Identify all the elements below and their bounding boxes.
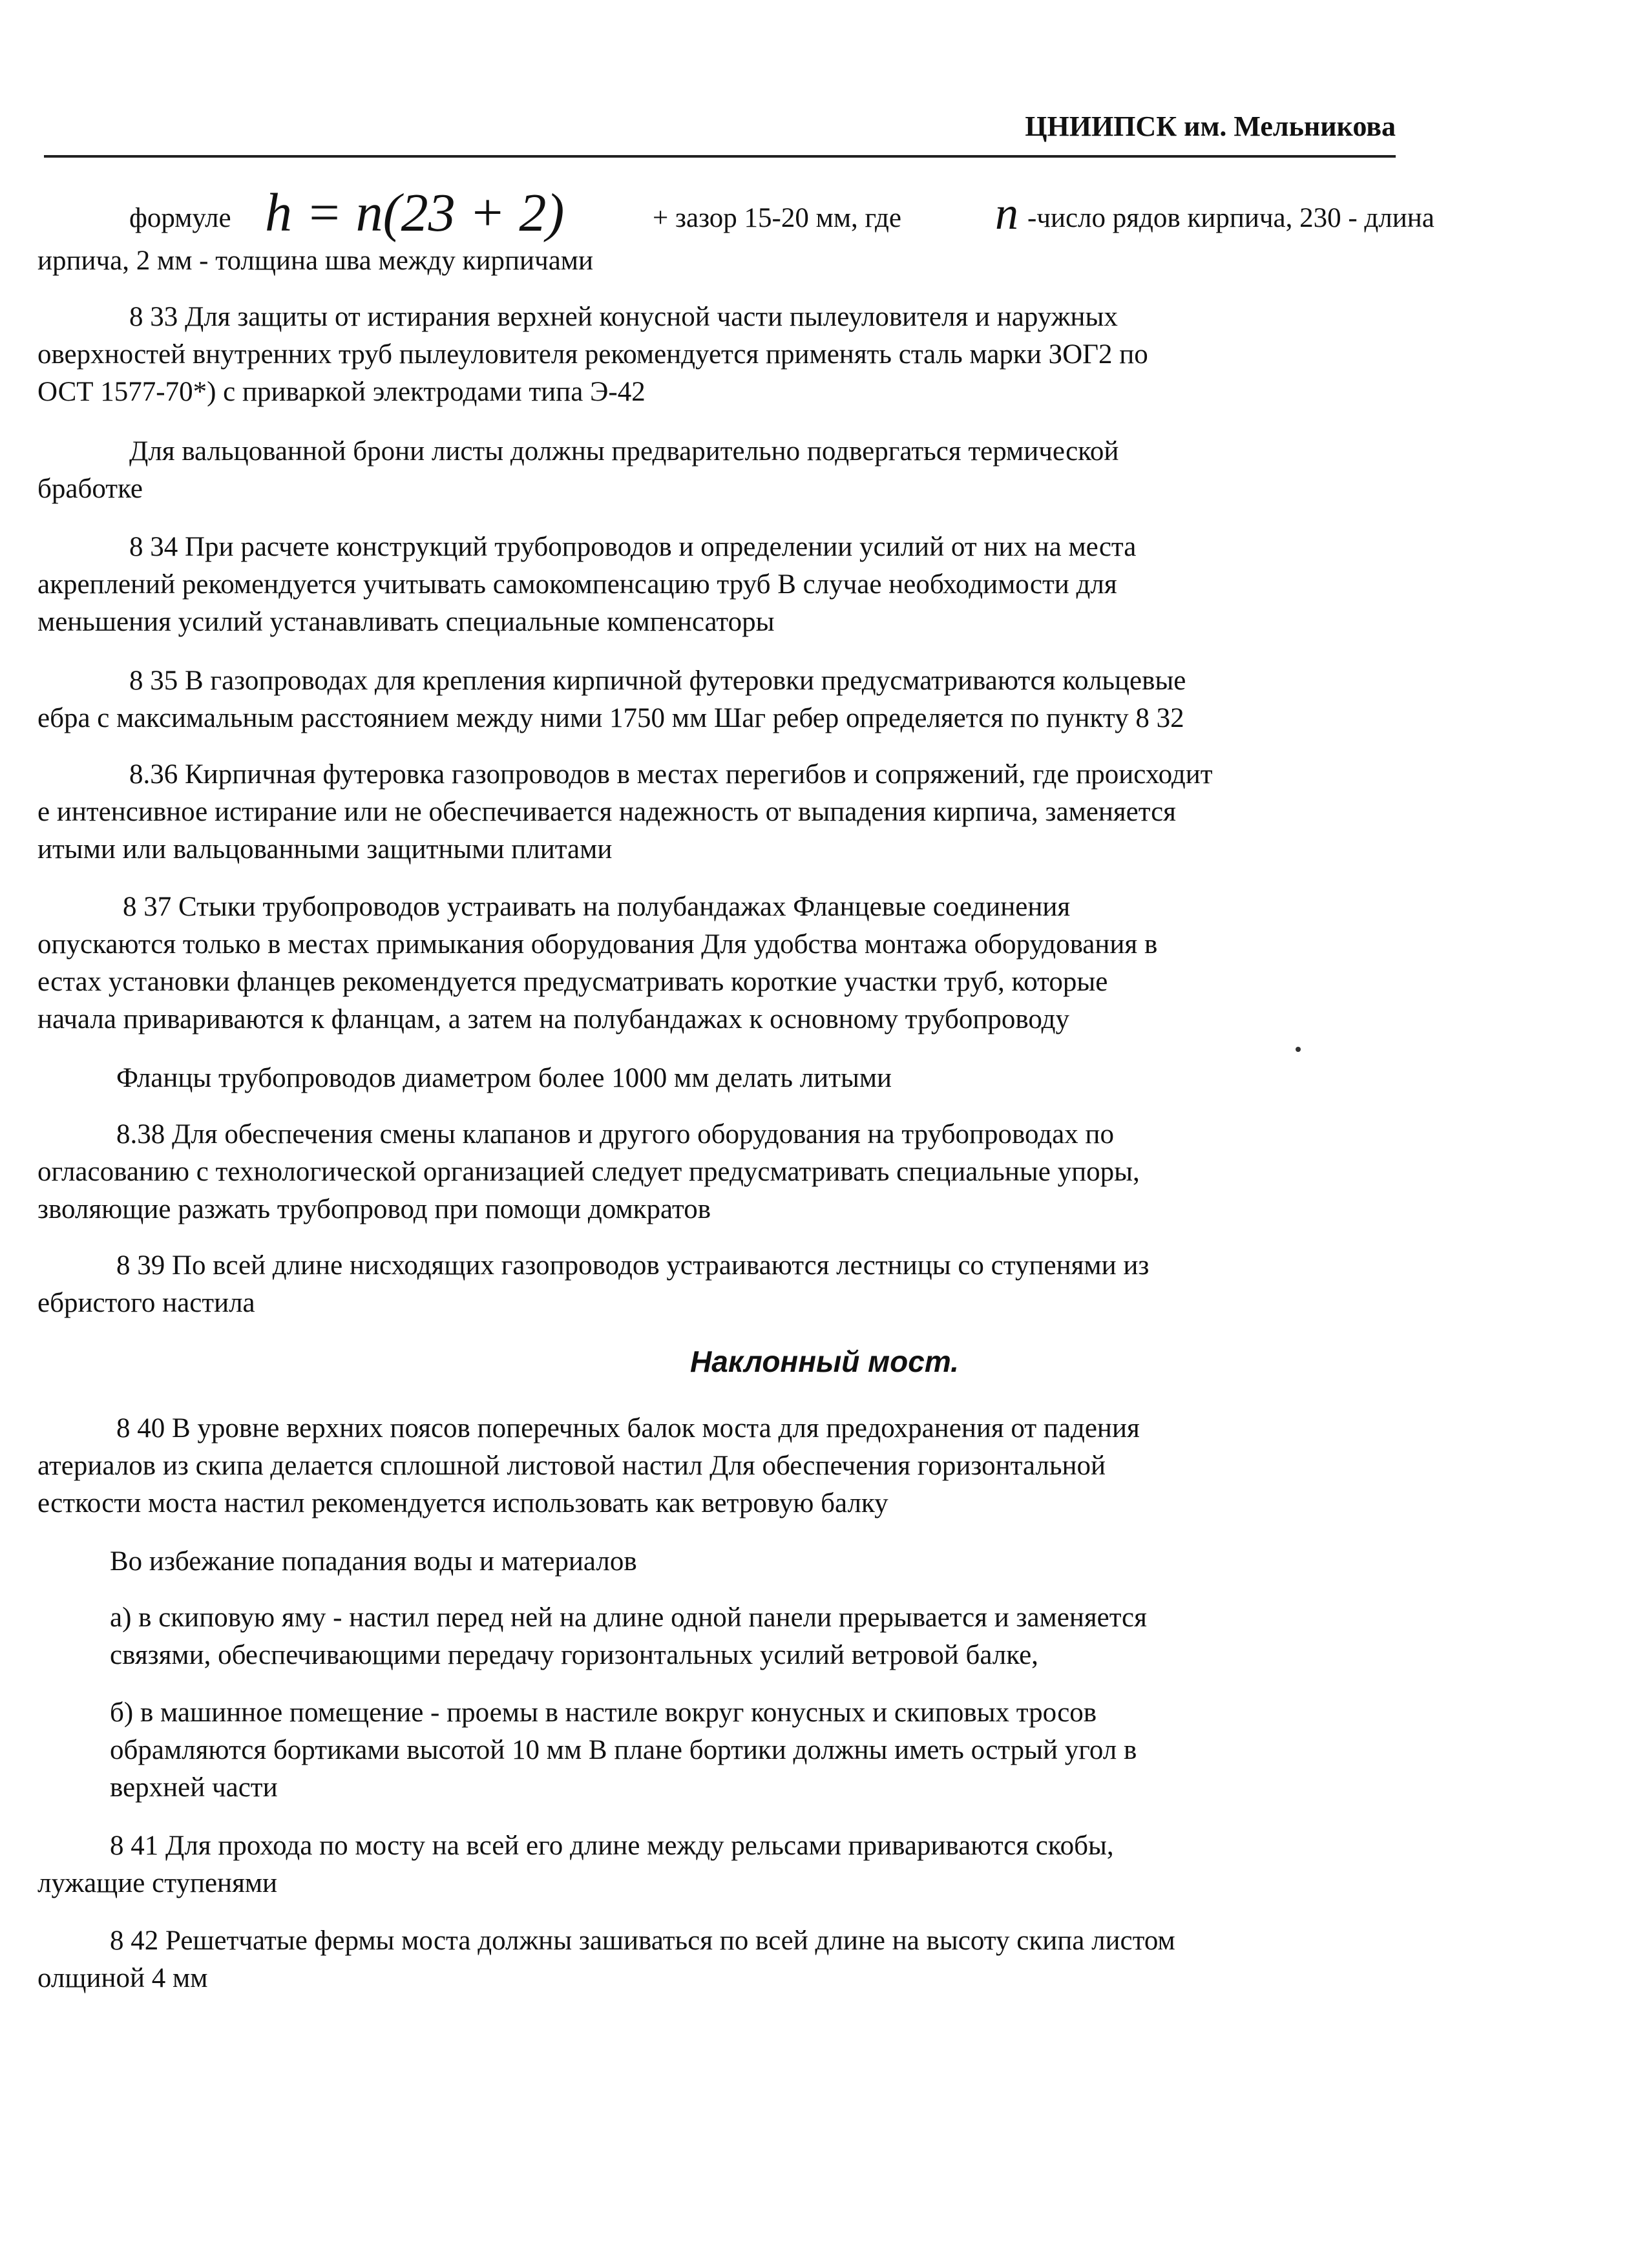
text-line: 8 34 При расчете конструкций трубопроводов и определении усилий от них на места xyxy=(129,532,1137,562)
text-line: обрамляются бортиками высотой 10 мм В плане бортики должны иметь острый угол в xyxy=(110,1735,1137,1765)
paragraph xyxy=(37,433,1440,508)
formula-variable: n xyxy=(995,187,1018,239)
paragraph xyxy=(37,1543,1440,1580)
text-line: зволяющие разжать трубопровод при помощи домкратов xyxy=(37,1194,711,1224)
list-item-a xyxy=(110,1599,1428,1674)
text-line: олщиной 4 мм xyxy=(37,1963,208,1993)
header-divider xyxy=(44,155,1396,158)
paragraph-8-42 xyxy=(37,1922,1440,1997)
paragraph-8-34 xyxy=(37,529,1440,641)
text-line: Фланцы трубопроводов диаметром более 1000 мм делать литыми xyxy=(116,1063,892,1093)
paragraph-8-33 xyxy=(37,299,1440,411)
text-line: 8 41 Для прохода по мосту на всей его длине между рельсами привариваются скобы, xyxy=(110,1831,1114,1861)
text-line: акреплений рекомендуется учитывать самокомпенсацию труб В случае необходимости для xyxy=(37,569,1117,600)
formula-middle: + зазор 15-20 мм, где xyxy=(653,203,902,233)
text-line: Во избежание попадания воды и материалов xyxy=(110,1546,637,1577)
paragraph xyxy=(37,242,1440,280)
text-line: естах установки фланцев рекомендуется предусматривать короткие участки труб, которые xyxy=(37,967,1108,997)
text-line: ирпича, 2 мм - толщина шва между кирпичами xyxy=(37,246,593,276)
paragraph-8-35 xyxy=(37,662,1440,737)
text-line: связями, обеспечивающими передачу горизонтальных усилий ветровой балке, xyxy=(110,1640,1038,1670)
paragraph-8-38 xyxy=(37,1116,1440,1228)
text-line: ОСТ 1577-70*) с приваркой электродами типа Э-42 xyxy=(37,377,646,407)
formula-suffix: -число рядов кирпича, 230 - длина xyxy=(1027,203,1434,233)
paragraph-8-40 xyxy=(37,1410,1440,1522)
paragraph-8-36 xyxy=(37,756,1440,868)
text-line: 8 39 По всей длине нисходящих газопроводов устраиваются лестницы со ступенями из xyxy=(116,1250,1150,1281)
text-line: итыми или вальцованными защитными плитами xyxy=(37,834,613,865)
text-line: 8 37 Стыки трубопроводов устраивать на полубандажах Фланцевые соединения xyxy=(123,892,1071,922)
text-line: огласованию с технологической организацией следует предусматривать специальные упоры, xyxy=(37,1157,1140,1187)
text-line: 8 40 В уровне верхних поясов поперечных балок моста для предохранения от падения xyxy=(116,1413,1140,1444)
page-header-org: ЦНИИПСК им. Мельникова xyxy=(1025,110,1396,142)
list-item-b xyxy=(110,1694,1428,1807)
scan-speck xyxy=(1296,1047,1301,1052)
text-line: 8.36 Кирпичная футеровка газопроводов в местах перегибов и сопряжений, где происходит xyxy=(129,759,1213,790)
text-line: 8 33 Для защиты от истирания верхней конусной части пылеуловителя и наружных xyxy=(129,302,1118,332)
text-line: е интенсивное истирание или не обеспечивается надежность от выпадения кирпича, заменяется xyxy=(37,797,1176,827)
paragraph-8-39 xyxy=(37,1247,1440,1322)
text-line: меньшения усилий устанавливать специальные компенсаторы xyxy=(37,607,775,637)
section-heading: Наклонный мост. xyxy=(690,1345,959,1378)
text-line: 8 42 Решетчатые фермы моста должны зашиваться по всей длине на высоту скипа листом xyxy=(110,1926,1175,1956)
paragraph-8-37 xyxy=(37,888,1440,1038)
text-line: атериалов из скипа делается сплошной листовой настил Для обеспечения горизонтальной xyxy=(37,1451,1106,1481)
text-line: Для вальцованной брони листы должны предварительно подвергаться термической xyxy=(129,436,1119,467)
text-line: опускаются только в местах примыкания оборудования Для удобства монтажа оборудования в xyxy=(37,929,1158,960)
text-line: верхней части xyxy=(110,1772,278,1803)
formula-line xyxy=(129,184,1441,249)
paragraph-8-41 xyxy=(37,1827,1440,1902)
text-line: есткости моста настил рекомендуется использовать как ветровую балку xyxy=(37,1488,888,1518)
formula-expression: h = n(23 + 2) xyxy=(265,183,565,243)
text-line: начала привариваются к фланцам, а затем на полубандажах к основному трубопроводу xyxy=(37,1004,1070,1034)
text-line: бработке xyxy=(37,474,143,504)
text-line: а) в скиповую яму - настил перед ней на длине одной панели прерывается и заменяется xyxy=(110,1602,1147,1633)
formula-prefix: формуле xyxy=(129,203,231,233)
text-line: оверхностей внутренних труб пылеуловителя рекомендуется применять сталь марки ЗОГ2 по xyxy=(37,339,1148,370)
text-line: 8.38 Для обеспечения смены клапанов и другого оборудования на трубопроводах по xyxy=(116,1119,1114,1150)
text-line: 8 35 В газопроводах для крепления кирпичной футеровки предусматриваются кольцевые xyxy=(129,666,1186,696)
text-line: ебра с максимальным расстоянием между ними 1750 мм Шаг ребер определяется по пункту 8 32 xyxy=(37,703,1184,733)
text-line: лужащие ступенями xyxy=(37,1868,278,1898)
text-line: б) в машинное помещение - проемы в настиле вокруг конусных и скиповых тросов xyxy=(110,1697,1097,1728)
paragraph xyxy=(37,1060,1440,1097)
text-line: ебристого настила xyxy=(37,1288,255,1318)
